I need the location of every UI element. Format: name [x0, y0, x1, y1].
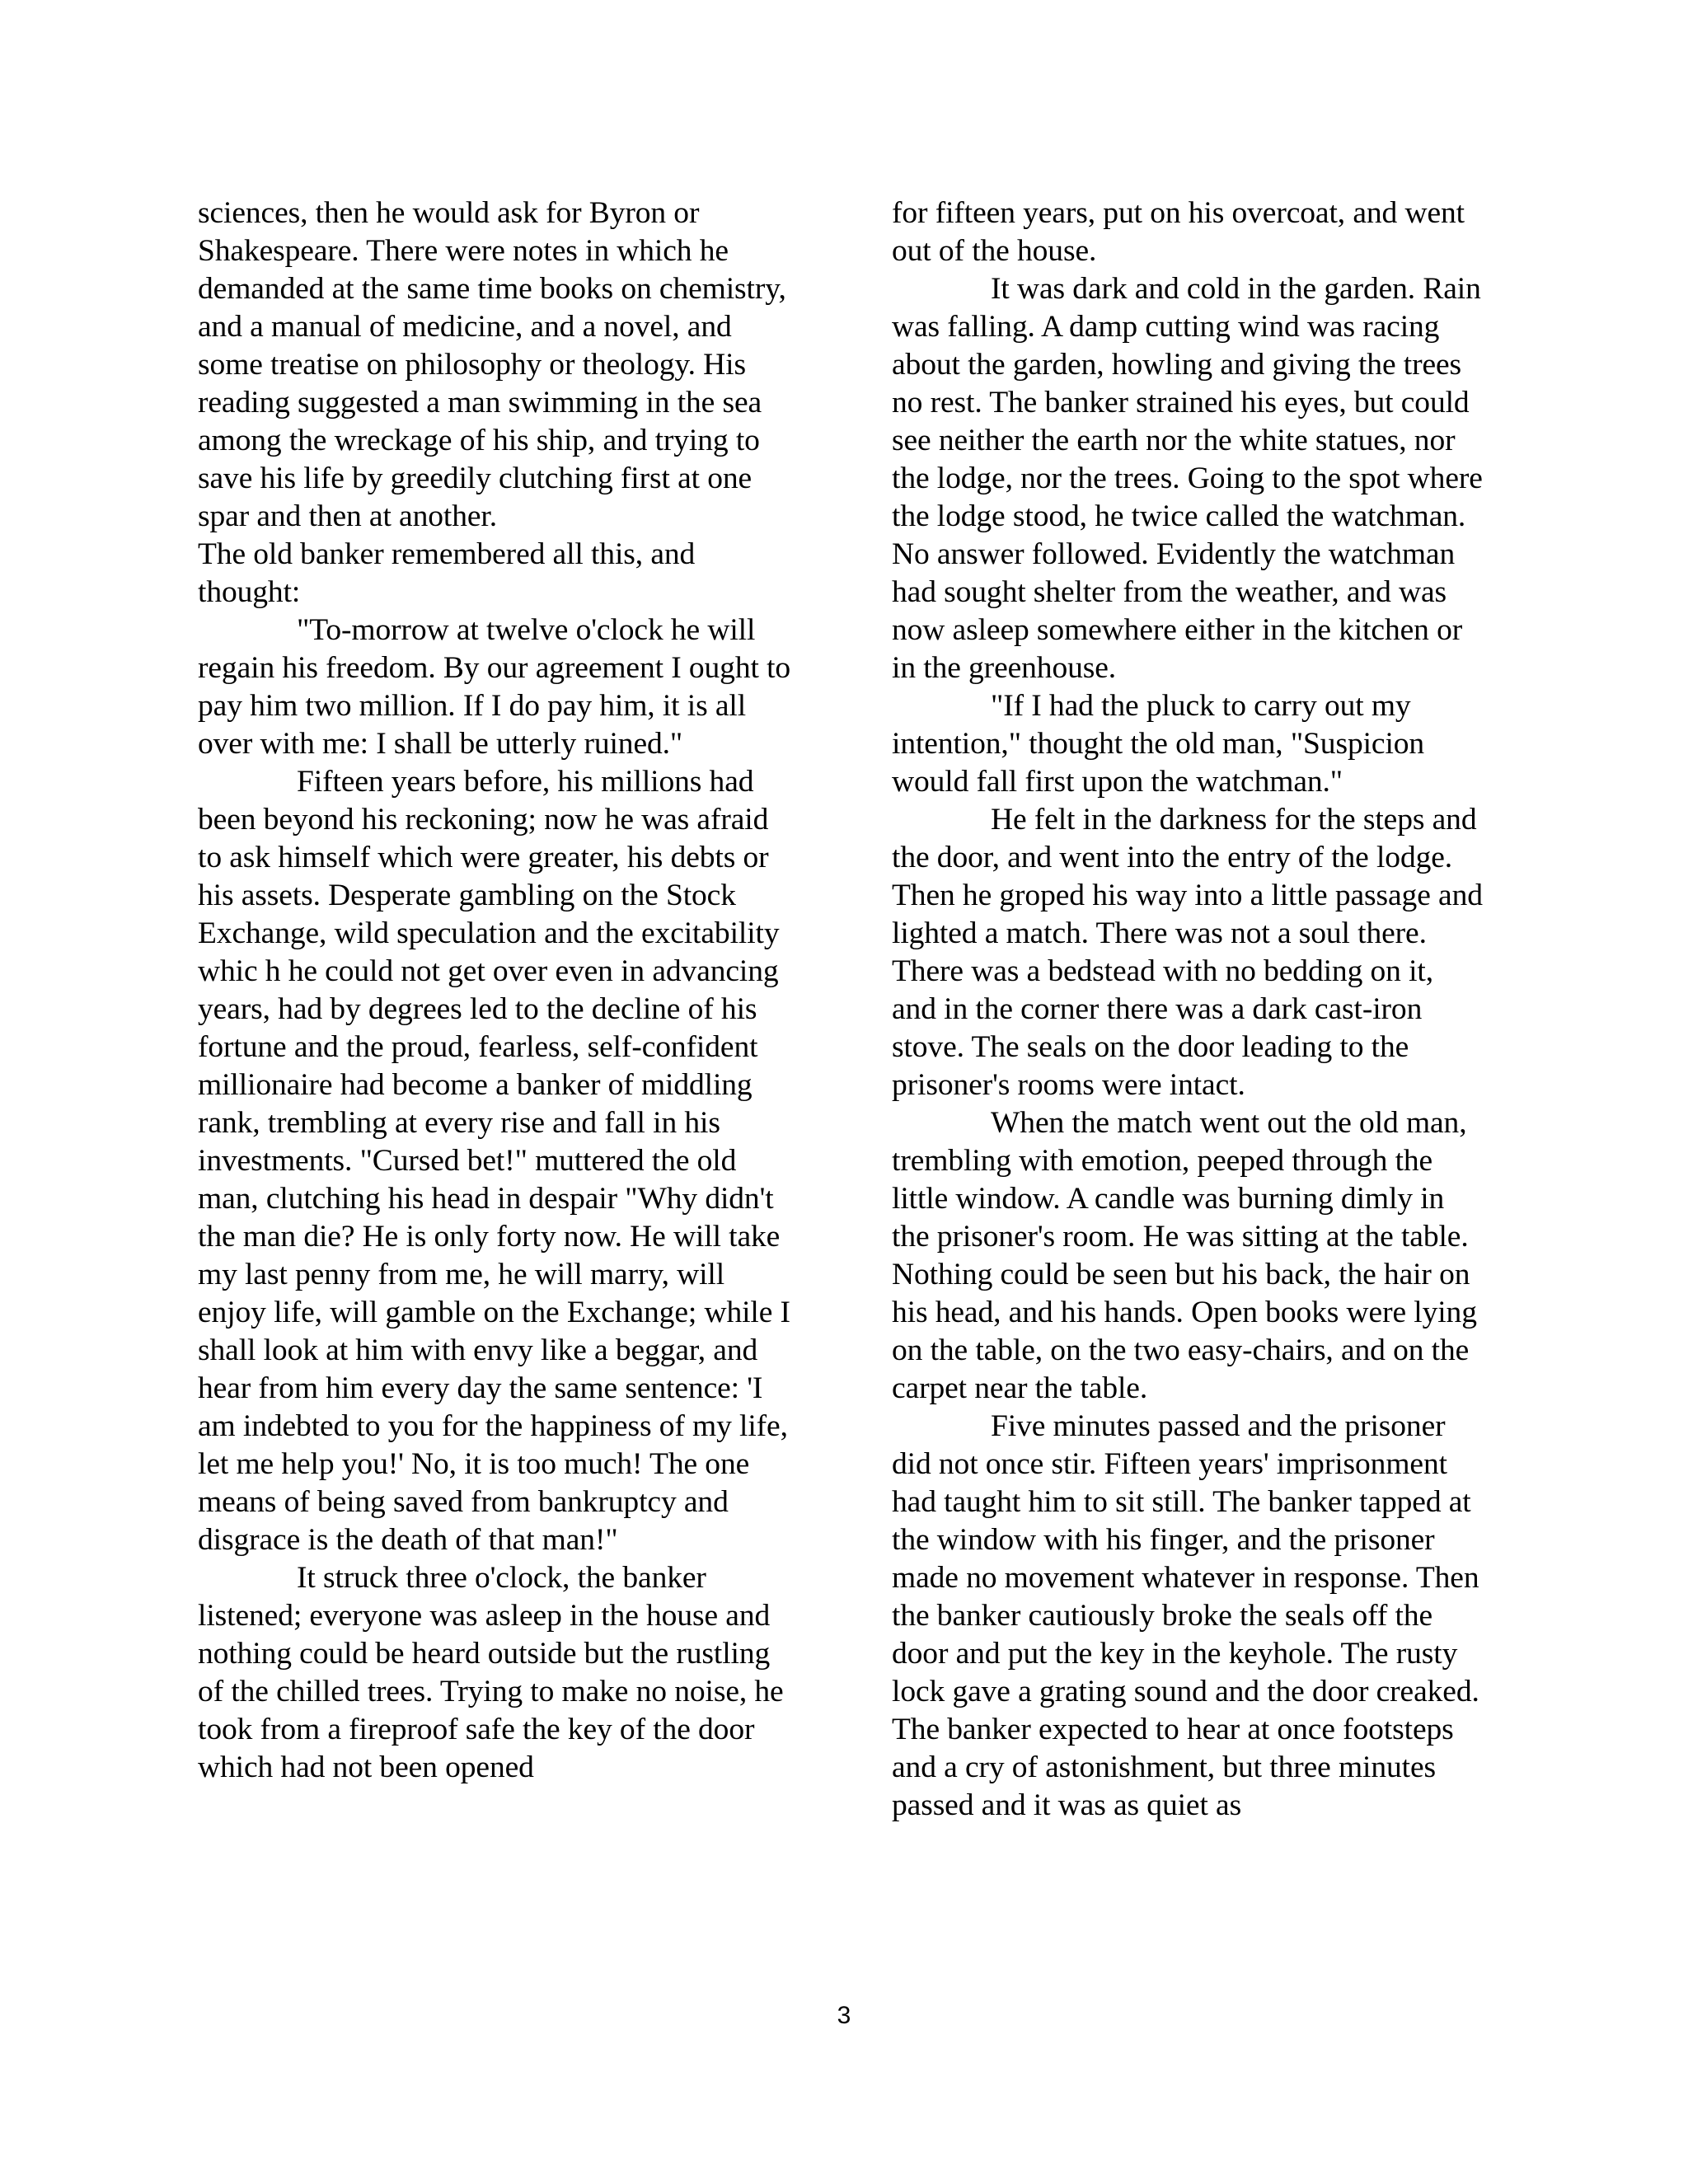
- page-number: 3: [837, 2002, 851, 2029]
- paragraph: It struck three o'clock, the banker listened; everyone was asleep in the house and nothing could be heard outside but the rustling of the chilled trees. Trying to make no noise, he took from a fireproof safe the key of the door which had not been opened: [198, 1561, 784, 1784]
- paragraph: sciences, then he would ask for Byron or Shakespeare. There were notes in which he demanded at the same time books on chemistry, and a manual of medicine, and a novel, and some treatise on philosophy or theology. His reading suggested a man swimming in the sea among the wreckage of his ship, and trying to save his life by greedily clutching first at one spar and then at another.: [198, 196, 786, 533]
- paragraph: The old banker remembered all this, and thought:: [198, 537, 696, 609]
- paragraph: "To-morrow at twelve o'clock he will regain his freedom. By our agreement I ought to pay him two million. If I do pay him, it is all over with me: I shall be utterly ruined.": [198, 613, 791, 761]
- paragraph: When the match went out the old man, trembling with emotion, peeped through the little window. A candle was burning dimly in the prisoner's room. He was sitting at the table. Nothing could be seen but his back, the hair on his head, and his hands. Open books were lying on the table, on the two easy-chairs, and on the carpet near the table.: [892, 1106, 1477, 1405]
- paragraph: for fifteen years, put on his overcoat, and went out of the house.: [892, 196, 1465, 268]
- paragraph: It was dark and cold in the garden. Rain was falling. A damp cutting wind was racing about the garden, howling and giving the trees no rest. The banker strained his eyes, but could see neither the earth nor the white statues, nor the lodge, nor the trees. Going to the spot where the lodge stood, he twice called the watchman. No answer followed. Evidently the watchman had sought shelter from the weather, and was now asleep somewhere either in the kitchen or in the greenhouse.: [892, 272, 1483, 685]
- paragraph: Fifteen years before, his millions had been beyond his reckoning; now he was afraid to ask himself which were greater, his debts or his assets. Desperate gambling on the Stock Exchange, wild speculation and the excitability whic h he could not get over even in advancing years, had by degrees led to the decline of his fortune and the proud, fearless, self-confident millionaire had become a banker of middling rank, trembling at every rise and fall in his investments. "Cursed bet!" muttered the old man, clutching his head in despair "Why didn't the man die? He is only forty now. He will take my last penny from me, he will marry, will enjoy life, will gamble on the Exchange; while I shall look at him with envy like a beggar, and hear from him every day the same sentence: 'I am indebted to you for the happiness of my life, let me help you!' No, it is too much! The one means of being saved from bankruptcy and disgrace is the death of that man!": [198, 765, 790, 1557]
- right-text-column: [892, 194, 1485, 1825]
- paragraph: He felt in the darkness for the steps and the door, and went into the entry of the lodge. Then he groped his way into a little passage and lighted a match. There was not a soul there. There was a bedstead with no bedding on it, and in the corner there was a dark cast-iron stove. The seals on the door leading to the prisoner's rooms were intact.: [892, 803, 1483, 1102]
- paragraph: Five minutes passed and the prisoner did not once stir. Fifteen years' imprisonment had taught him to sit still. The banker tapped at the window with his finger, and the prisoner made no movement whatever in response. Then the banker cautiously broke the seals off the door and put the key in the keyhole. The rusty lock gave a grating sound and the door creaked. The banker expected to hear at once footsteps and a cry of astonishment, but three minutes passed and it was as quiet as: [892, 1409, 1479, 1822]
- left-text-column: [198, 194, 791, 1787]
- paragraph: "If I had the pluck to carry out my intention," thought the old man, "Suspicion would fall first upon the watchman.": [892, 689, 1425, 799]
